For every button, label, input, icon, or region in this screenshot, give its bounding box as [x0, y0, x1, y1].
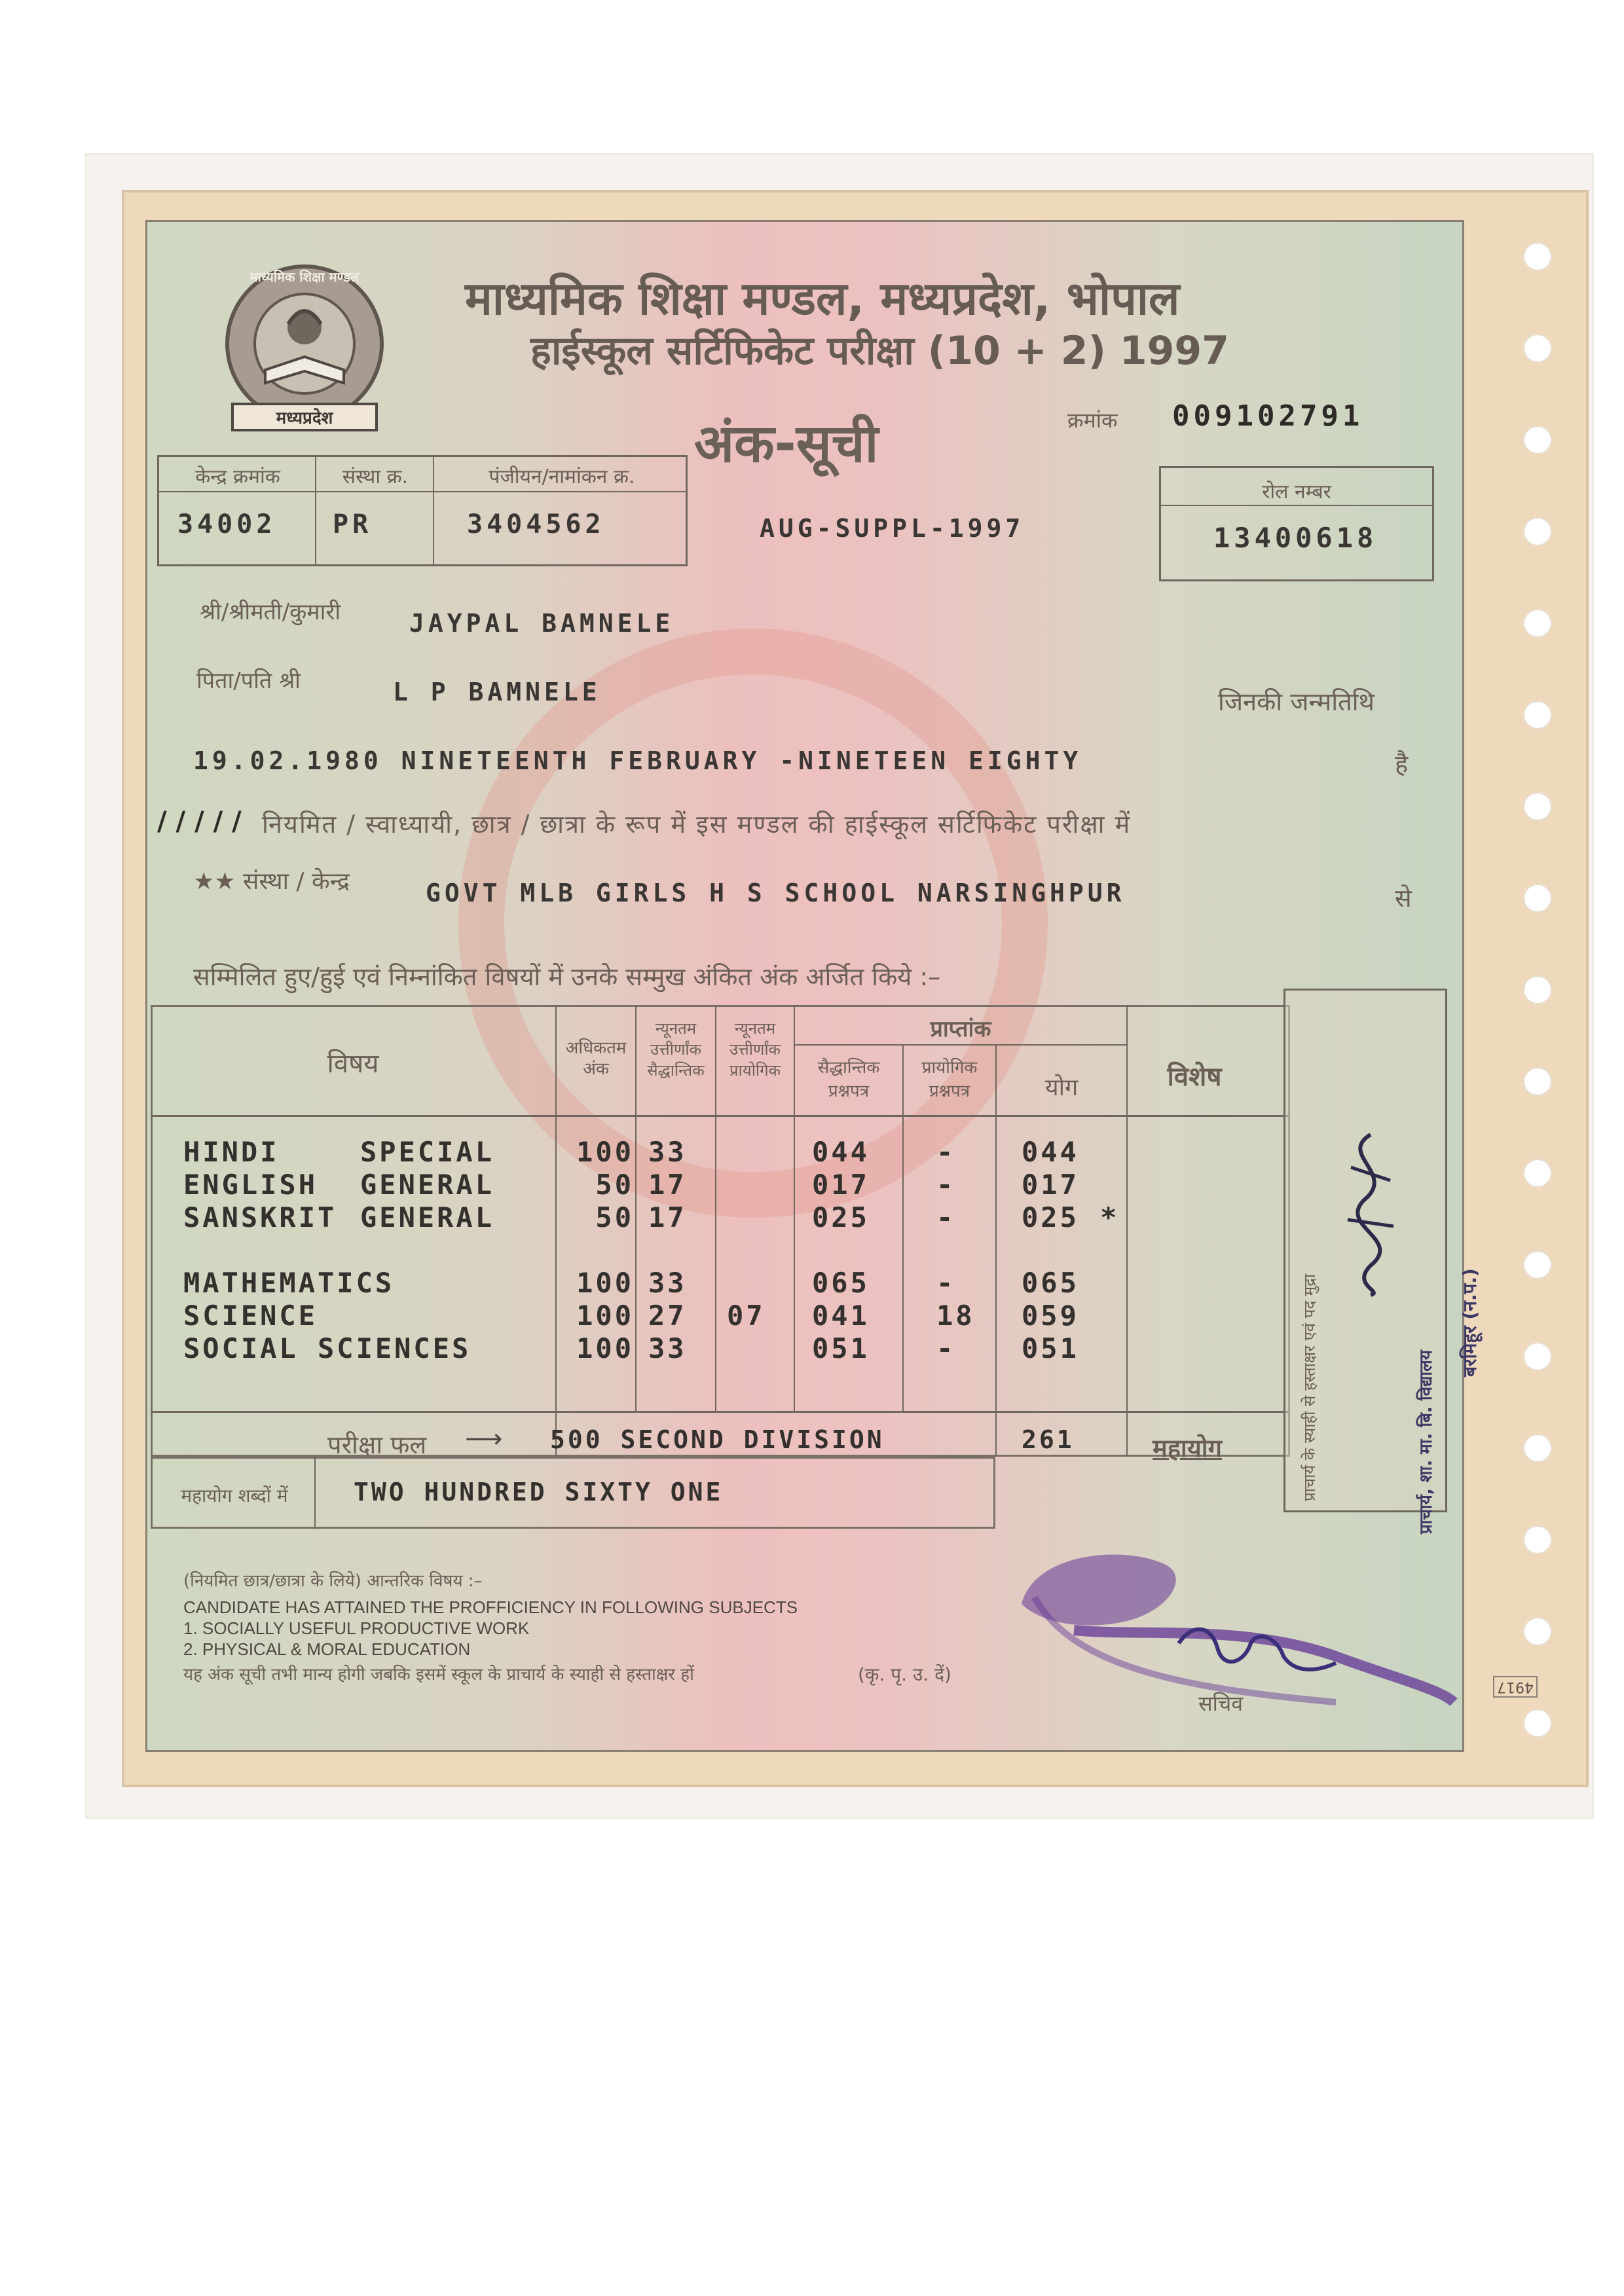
- row-min-theory: 33: [648, 1332, 687, 1364]
- row-min-theory: 17: [648, 1201, 687, 1233]
- principal-signature-panel: [1283, 989, 1481, 1534]
- logo-ring-text: माध्यमिक शिक्षा मण्डल: [249, 269, 360, 285]
- status-strike-marks: / / / / /: [157, 807, 242, 837]
- punch-hole: [1523, 334, 1552, 363]
- result-label: परीक्षा फल: [327, 1430, 427, 1459]
- row-practical: -: [936, 1332, 956, 1364]
- row-subject: SANSKRIT: [183, 1201, 337, 1233]
- board-logo: [196, 259, 413, 435]
- grand-total-label: महायोग: [1153, 1434, 1223, 1463]
- logo-banner-text: मध्यप्रदेश: [276, 409, 333, 428]
- row-max: 100: [576, 1300, 634, 1332]
- row-max: 100: [576, 1332, 634, 1364]
- date-of-birth: 19.02.1980 NINETEENTH FEBRUARY -NINETEEN EIGHTY: [193, 746, 1082, 775]
- header-min-theory: न्यूनतम उत्तीर्णांक सैद्धान्तिक: [647, 1019, 705, 1080]
- exam-title: हाईस्कूल सर्टिफिकेट परीक्षा (10 + 2) 1997: [530, 328, 1229, 374]
- row-total: 025: [1022, 1201, 1079, 1233]
- punch-hole: [1523, 1159, 1552, 1188]
- row-subject: SCIENCE: [183, 1300, 318, 1332]
- document-title: अंक-सूची: [694, 413, 879, 474]
- row-total: 017: [1022, 1169, 1079, 1201]
- row-practical: -: [936, 1267, 956, 1299]
- name-label: श्री/श्रीमती/कुमारी: [200, 599, 341, 625]
- result-arrow-icon: ⟶: [465, 1424, 503, 1454]
- internal-subject-1: 1. SOCIALLY USEFUL PRODUCTIVE WORK: [183, 1618, 530, 1638]
- internal-subjects-heading: (नियमित छात्र/छात्रा के लिये) आन्तरिक विषय :–: [183, 1571, 483, 1591]
- row-theory: 051: [812, 1332, 870, 1364]
- row-special: *: [1100, 1201, 1120, 1233]
- school-label: ★★ संस्था / केन्द्र: [193, 868, 350, 895]
- grand-total: 261: [1022, 1425, 1075, 1454]
- punch-hole: [1523, 884, 1552, 913]
- form-code: 4917: [1493, 1676, 1538, 1698]
- header-subject: विषय: [327, 1049, 379, 1079]
- header-practical-paper: प्रायोगिक प्रश्नपत्र: [921, 1058, 978, 1101]
- row-min-theory: 33: [648, 1267, 687, 1299]
- punch-hole: [1523, 701, 1552, 729]
- row-max: 100: [576, 1267, 634, 1299]
- punch-hole: [1523, 1434, 1552, 1463]
- school-suffix: से: [1395, 884, 1412, 913]
- row-total: 059: [1022, 1300, 1079, 1332]
- principal-signature-icon: [1325, 1128, 1416, 1298]
- board-name: माध्यमिक शिक्षा मण्डल, मध्यप्रदेश, भोपाल: [465, 272, 1180, 325]
- row-practical: 18: [936, 1300, 975, 1332]
- roll-number-box: [1159, 466, 1434, 581]
- validity-note: यह अंक सूची तभी मान्य होगी जबकि इसमें स्कूल के प्राचार्य के स्याही से हस्ताक्षर हों: [183, 1665, 694, 1685]
- row-subject-type: GENERAL: [360, 1201, 495, 1233]
- result-division: 500 SECOND DIVISION: [550, 1425, 885, 1454]
- center-number-label: केन्द्र क्रमांक: [195, 465, 280, 488]
- intro-line: सम्मिलित हुए/हुई एवं निम्नांकित विषयों में उनके सम्मुख अंकित अंक अर्जित किये :–: [193, 962, 941, 991]
- row-max: 50: [595, 1169, 634, 1201]
- dob-suffix: है: [1395, 750, 1409, 778]
- row-theory: 065: [812, 1267, 870, 1299]
- roll-number: 13400618: [1213, 522, 1378, 554]
- center-number: 34002: [177, 509, 276, 539]
- total-in-words-label: महायोग शब्दों में: [181, 1485, 288, 1506]
- row-practical: -: [936, 1201, 956, 1233]
- punch-hole: [1523, 1250, 1552, 1279]
- row-practical: -: [936, 1169, 956, 1201]
- punch-hole: [1523, 1617, 1552, 1646]
- proficiency-statement: CANDIDATE HAS ATTAINED THE PROFFICIENCY IN FOLLOWING SUBJECTS: [183, 1597, 798, 1617]
- punch-hole: [1523, 1067, 1552, 1096]
- candidate-name: JAYPAL BAMNELE: [409, 609, 674, 638]
- punch-hole: [1523, 975, 1552, 1004]
- roll-number-label: रोल नम्बर: [1262, 481, 1331, 503]
- punch-hole: [1523, 242, 1552, 271]
- internal-subject-2: 2. PHYSICAL & MORAL EDUCATION: [183, 1639, 471, 1659]
- row-min-practical: 07: [727, 1300, 766, 1332]
- total-in-words: TWO HUNDRED SIXTY ONE: [354, 1478, 724, 1506]
- registration-label: पंजीयन/नामांकन क्र.: [489, 465, 635, 488]
- row-total: 065: [1022, 1267, 1079, 1299]
- principal-signature-caption: प्राचार्य के स्याही से हस्ताक्षर एवं पद मुद्रा: [1301, 1273, 1319, 1501]
- row-subject-type: GENERAL: [360, 1169, 495, 1201]
- secretary-label: सचिव: [1198, 1691, 1244, 1716]
- status-line: नियमित / स्वाध्यायी, छात्र / छात्रा के रूप में इस मण्डल की हाईस्कूल सर्टिफिकेट परीक्षा में: [262, 810, 1132, 839]
- row-subject-type: SPECIAL: [360, 1136, 495, 1168]
- header-special: विशेष: [1167, 1062, 1222, 1092]
- parent-name: L P BAMNELE: [393, 678, 601, 706]
- header-max-marks: अधिकतम अंक: [565, 1038, 627, 1079]
- punch-hole: [1523, 517, 1552, 546]
- serial-number: 009102791: [1172, 399, 1364, 433]
- row-max: 50: [595, 1201, 634, 1233]
- punch-hole: [1523, 792, 1552, 821]
- institute-number: PR: [333, 509, 373, 539]
- row-theory: 044: [812, 1136, 870, 1168]
- id-box: [157, 455, 688, 566]
- serial-label: क्रमांक: [1067, 408, 1118, 433]
- row-total: 051: [1022, 1332, 1079, 1364]
- row-subject: MATHEMATICS: [183, 1267, 395, 1299]
- please-turn-over: (कृ. पृ. उ. दें): [858, 1664, 951, 1685]
- marks-table: [151, 1005, 1290, 1555]
- row-theory: 025: [812, 1201, 870, 1233]
- punch-hole: [1523, 1709, 1552, 1738]
- punch-hole: [1523, 426, 1552, 454]
- header-min-practical: न्यूनतम उत्तीर्णांक प्रायोगिक: [729, 1019, 781, 1080]
- stamp-place: बरमिहूर (न.प.): [1459, 1268, 1481, 1377]
- row-theory: 017: [812, 1169, 870, 1201]
- dob-label: जिनकी जन्मतिथि: [1218, 687, 1375, 716]
- row-min-theory: 27: [648, 1300, 687, 1332]
- row-min-theory: 17: [648, 1169, 687, 1201]
- registration-number: 3404562: [467, 509, 605, 539]
- header-total: योग: [1044, 1074, 1079, 1101]
- exam-session: AUG-SUPPL-1997: [760, 514, 1025, 543]
- header-theory-paper: सैद्धान्तिक प्रश्नपत्र: [817, 1058, 880, 1101]
- school-name: GOVT MLB GIRLS H S SCHOOL NARSINGHPUR: [426, 879, 1126, 907]
- row-max: 100: [576, 1136, 634, 1168]
- punch-hole: [1523, 1525, 1552, 1554]
- row-subject: SOCIAL SCIENCES: [183, 1332, 471, 1364]
- punch-hole: [1523, 609, 1552, 638]
- principal-stamp: प्राचार्य, शा. मा. बि. विद्यालय: [1416, 1350, 1436, 1534]
- row-subject: ENGLISH: [183, 1169, 318, 1201]
- row-total: 044: [1022, 1136, 1079, 1168]
- institute-number-label: संस्था क्र.: [342, 465, 409, 488]
- row-subject: HINDI: [183, 1136, 280, 1168]
- header-obtained: प्राप्तांक: [930, 1016, 991, 1042]
- row-min-theory: 33: [648, 1136, 687, 1168]
- row-practical: -: [936, 1136, 956, 1168]
- parent-label: पिता/पति श्री: [196, 668, 301, 694]
- row-theory: 041: [812, 1300, 870, 1332]
- punch-hole: [1523, 1342, 1552, 1371]
